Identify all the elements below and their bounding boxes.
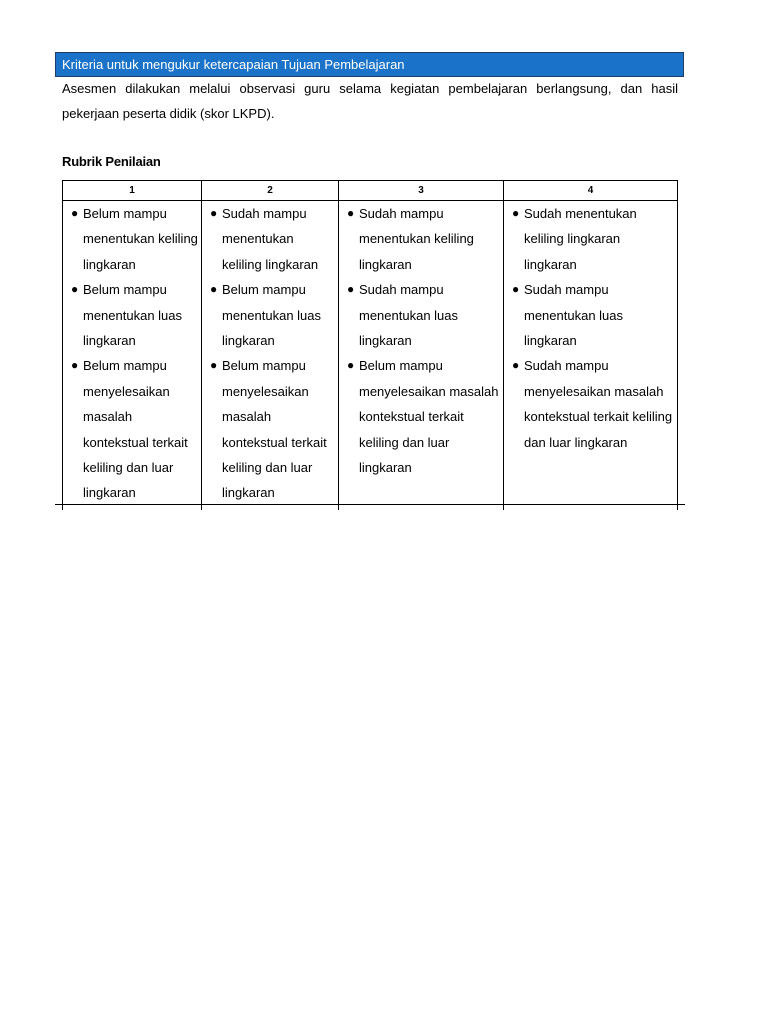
- rubric-criteria-row: [63, 201, 678, 510]
- criteria-item: [66, 353, 198, 505]
- bullet-icon: ●: [71, 358, 79, 373]
- bullet-icon: ●: [71, 206, 79, 220]
- criteria-text: Sudah mampu menentukan keliling lingkaran: [222, 206, 319, 272]
- criteria-item: [342, 353, 500, 480]
- bullet-icon: ●: [71, 282, 79, 297]
- criteria-item: [507, 353, 674, 455]
- criteria-text: Belum mampu menyelesaikan masalah kontekstual terkait keliling dan luar lingkaran: [83, 358, 188, 501]
- bullet-icon: ●: [210, 358, 218, 373]
- criteria-item: [66, 277, 198, 353]
- rubric-header-score-4: 4: [504, 181, 678, 201]
- assessment-paragraph: Asesmen dilakukan melalui observasi guru selama kegiatan pembelajaran berlangsung, dan hasil pekerjaan peserta didik (skor LKPD).: [62, 81, 678, 121]
- criteria-list: [507, 201, 674, 455]
- criteria-text: Sudah mampu menentukan luas lingkaran: [359, 282, 459, 349]
- section-header: [55, 52, 684, 77]
- criteria-text: Sudah mampu menentukan luas lingkaran: [524, 282, 624, 349]
- criteria-list: [66, 201, 198, 506]
- criteria-text: Sudah mampu menyelesaikan masalah kontekstual terkait keliling dan luar lingkaran: [524, 358, 673, 450]
- criteria-text: Belum mampu menentukan luas lingkaran: [83, 282, 183, 349]
- criteria-text: Belum mampu menentukan luas lingkaran: [222, 282, 322, 349]
- rubric-header-score-2: 2: [202, 181, 339, 201]
- bullet-icon: ●: [210, 282, 218, 297]
- criteria-list: [342, 201, 500, 480]
- rubric-cell-score-2: [202, 201, 339, 510]
- criteria-text: Belum mampu menyelesaikan masalah kontekstual terkait keliling dan luar lingkaran: [222, 358, 327, 501]
- criteria-text: Belum mampu menyelesaikan masalah kontekstual terkait keliling dan luar lingkaran: [359, 358, 499, 476]
- criteria-list: [205, 201, 335, 506]
- bullet-icon: ●: [347, 282, 355, 297]
- rubric-header-score-3: 3: [339, 181, 504, 201]
- criteria-item: [205, 201, 335, 277]
- rubric-title: Rubrik Penilaian: [62, 154, 161, 169]
- criteria-text: Belum mampu menentukan keliling lingkaran: [83, 206, 198, 272]
- bullet-icon: ●: [512, 206, 520, 220]
- rubric-cell-score-1: [63, 201, 202, 510]
- bullet-icon: ●: [210, 206, 218, 220]
- bullet-icon: ●: [512, 358, 520, 373]
- rubric-header-row: [63, 181, 678, 201]
- criteria-text: Sudah mampu menentukan keliling lingkaran: [359, 206, 474, 272]
- rubric-table: [62, 180, 678, 510]
- criteria-item: [205, 353, 335, 505]
- rubric-header-score-1: 1: [63, 181, 202, 201]
- bullet-icon: ●: [347, 358, 355, 373]
- criteria-item: [507, 277, 674, 353]
- bullet-icon: ●: [347, 206, 355, 220]
- rubric-cell-score-3: [339, 201, 504, 510]
- bullet-icon: ●: [512, 282, 520, 297]
- criteria-item: [342, 201, 500, 277]
- criteria-item: [507, 201, 674, 277]
- section-header-title: Kriteria untuk mengukur ketercapaian Tujuan Pembelajaran: [62, 57, 405, 72]
- criteria-item: [342, 277, 500, 353]
- rubric-cell-score-4: [504, 201, 678, 510]
- criteria-text: Sudah menentukan keliling lingkaran lingkaran: [524, 206, 637, 272]
- table-bottom-rule: [55, 504, 685, 505]
- criteria-item: [205, 277, 335, 353]
- criteria-item: [66, 201, 198, 277]
